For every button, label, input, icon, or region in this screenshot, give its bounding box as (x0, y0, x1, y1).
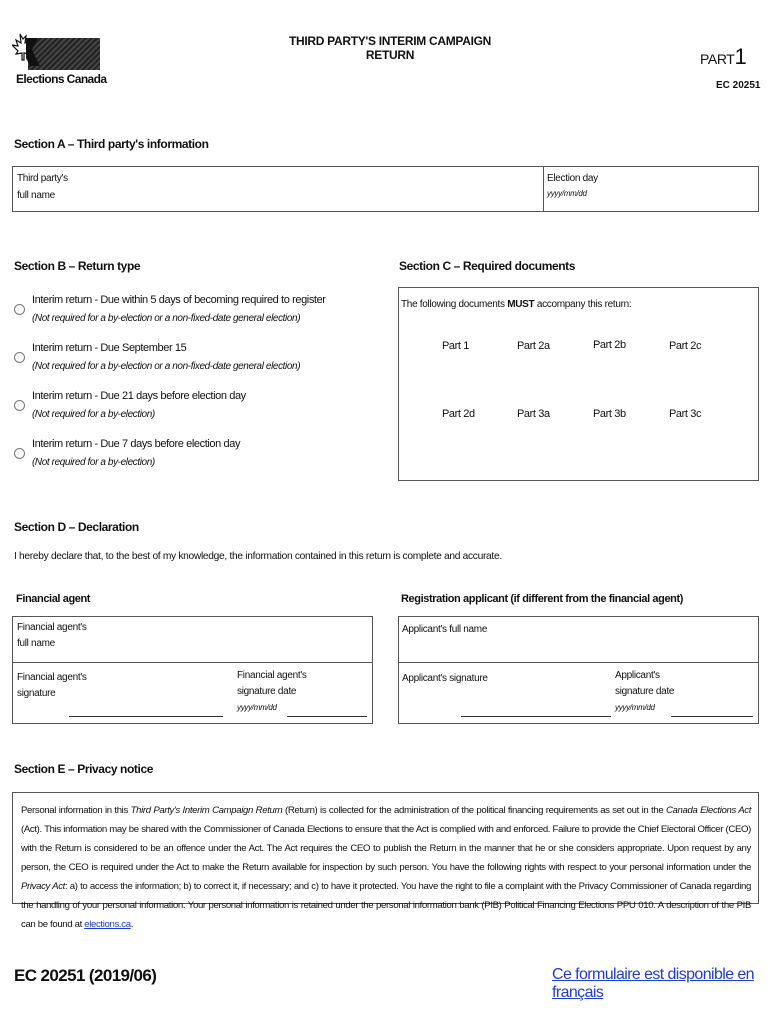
return-type-option-4: Interim return - Due 7 days before election day (32, 438, 241, 450)
required-documents-intro (401, 298, 631, 312)
financial-agent-box (12, 616, 373, 724)
ra-signature-date-label (615, 669, 674, 699)
fa-signature-date-label (237, 669, 307, 699)
fa-signature-line[interactable] (69, 716, 223, 717)
return-type-radio-1[interactable] (14, 304, 25, 315)
footer-form-code: EC 20251 (2019/06) (14, 966, 157, 985)
maple-leaf-x-icon (12, 30, 40, 70)
fa-signature-date-line[interactable] (287, 716, 367, 717)
intro-text-start: The following documents (401, 299, 508, 310)
registration-applicant-box (398, 616, 759, 724)
section-a-box (12, 166, 759, 212)
ra-date-label-line-1: Applicant's (615, 670, 660, 681)
fa-name-label-line-2: full name (17, 638, 55, 649)
election-day-field[interactable] (613, 169, 753, 209)
fa-date-label-line-1: Financial agent's (237, 670, 307, 681)
section-c-box (398, 287, 759, 481)
fa-box-divider (13, 662, 372, 663)
financial-agent-heading: Financial agent (16, 593, 91, 605)
privacy-return-title: Third Party's Interim Campaign Return (130, 805, 283, 816)
part-number: 1 (734, 44, 747, 69)
ra-name-label: Applicant's full name (402, 624, 488, 635)
return-type-option-3-note: (Not required for a by-election) (32, 409, 155, 420)
privacy-part-2: (Return) is collected for the administration of the political financing requirements as set out in the (282, 805, 666, 816)
section-a-heading: Section A – Third party's information (14, 137, 209, 151)
doc-part-2b: Part 2b (593, 339, 626, 351)
part-label (700, 44, 746, 70)
intro-text-end: accompany this return: (534, 299, 632, 310)
doc-part-3c: Part 3c (669, 408, 702, 420)
section-c-heading: Section C – Required documents (399, 259, 576, 273)
ra-signature-date-line[interactable] (671, 716, 753, 717)
section-b-heading: Section B – Return type (14, 259, 141, 273)
section-d-heading: Section D – Declaration (14, 520, 139, 534)
name-label-line-2: full name (17, 190, 55, 201)
ra-date-label-line-2: signature date (615, 686, 675, 697)
privacy-act-name: Canada Elections Act (665, 805, 752, 816)
doc-part-3a: Part 3a (517, 408, 550, 420)
section-e-heading: Section E – Privacy notice (14, 762, 153, 776)
return-type-radio-2[interactable] (14, 352, 25, 363)
election-day-label: Election day (547, 173, 598, 184)
doc-part-2a: Part 2a (517, 340, 550, 352)
elections-ca-link[interactable]: elections.ca (84, 919, 131, 930)
ra-signature-line[interactable] (461, 716, 611, 717)
fa-date-label-line-2: signature date (237, 686, 297, 697)
ra-signature-label: Applicant's signature (402, 673, 488, 684)
privacy-part-5: . (130, 919, 134, 930)
section-a-divider (543, 167, 544, 211)
doc-part-1: Part 1 (442, 340, 469, 352)
election-day-format-hint: yyyy/mm/dd (547, 189, 587, 198)
return-type-option-3: Interim return - Due 21 days before election day (32, 390, 246, 402)
registration-applicant-heading: Registration applicant (if different from the financial agent) (401, 593, 684, 605)
privacy-privacy-act: Privacy Act (21, 881, 65, 892)
ra-date-format-hint: yyyy/mm/dd (615, 703, 655, 712)
return-type-option-2: Interim return - Due September 15 (32, 342, 187, 354)
privacy-part-3: (Act). This information may be shared with the Commissioner of Canada Elections to ensure that the Act is complied with and enforced. Failure to provide the Chief Electoral Officer (CEO) with the Return is considered to be an offence under the Act. The Act requires the CEO to publish the Return in the manner that he or she considers appropriate. Upon request by any person, the CEO is required under the Act to make the Return available for inspection by such person. You have the following rights with respect to your personal information under the (21, 824, 751, 873)
fa-signature-label (17, 671, 87, 701)
third-party-name-label (17, 172, 68, 203)
fa-name-label-line-1: Financial agent's (17, 622, 87, 633)
declaration-text: I hereby declare that, to the best of my knowledge, the information contained in this return is complete and accurate. (14, 551, 502, 562)
fa-name-label (17, 621, 87, 651)
intro-text-must: MUST (507, 299, 535, 310)
fa-signature-label-line-1: Financial agent's (17, 672, 87, 683)
elections-canada-logo (12, 30, 107, 90)
document-title: THIRD PARTY'S INTERIM CAMPAIGN RETURN (288, 34, 492, 62)
doc-part-2d: Part 2d (442, 408, 475, 420)
third-party-name-field[interactable] (93, 169, 533, 209)
doc-part-2c: Part 2c (669, 340, 702, 352)
fa-date-format-hint: yyyy/mm/dd (237, 703, 277, 712)
form-code: EC 20251 (716, 80, 761, 91)
part-word: PART (700, 51, 735, 67)
privacy-part-4: : a) to access the information; b) to correct it, if necessary; and c) to have it protected. You have the right to file a complaint with the Privacy Commissioner of Canada regarding the handling of your personal information. Your personal information is retained under the personal information bank (PIB) Political Financing Elections PPU 010. A description of the PIB can be found at (21, 881, 751, 930)
return-type-option-1-note: (Not required for a by-election or a non-fixed-date general election) (32, 313, 301, 324)
privacy-notice-box (12, 792, 759, 930)
fa-signature-label-line-2: signature (17, 688, 56, 699)
return-type-radio-4[interactable] (14, 448, 25, 459)
name-label-line-1: Third party's (17, 173, 68, 184)
return-type-option-2-note: (Not required for a by-election or a non-fixed-date general election) (32, 361, 301, 372)
ra-box-divider (399, 662, 758, 663)
return-type-option-1: Interim return - Due within 5 days of becoming required to register (32, 294, 326, 306)
privacy-part-1: Personal information in this (21, 805, 131, 816)
ra-full-name-field[interactable] (489, 619, 753, 659)
fa-full-name-field[interactable] (103, 619, 367, 659)
privacy-notice-text (21, 801, 751, 934)
french-version-link[interactable]: Ce formulaire est disponible en français (552, 966, 754, 1001)
return-type-radio-3[interactable] (14, 400, 25, 411)
logo-text: Elections Canada (16, 72, 107, 86)
doc-part-3b: Part 3b (593, 408, 626, 420)
return-type-option-4-note: (Not required for a by-election) (32, 457, 155, 468)
